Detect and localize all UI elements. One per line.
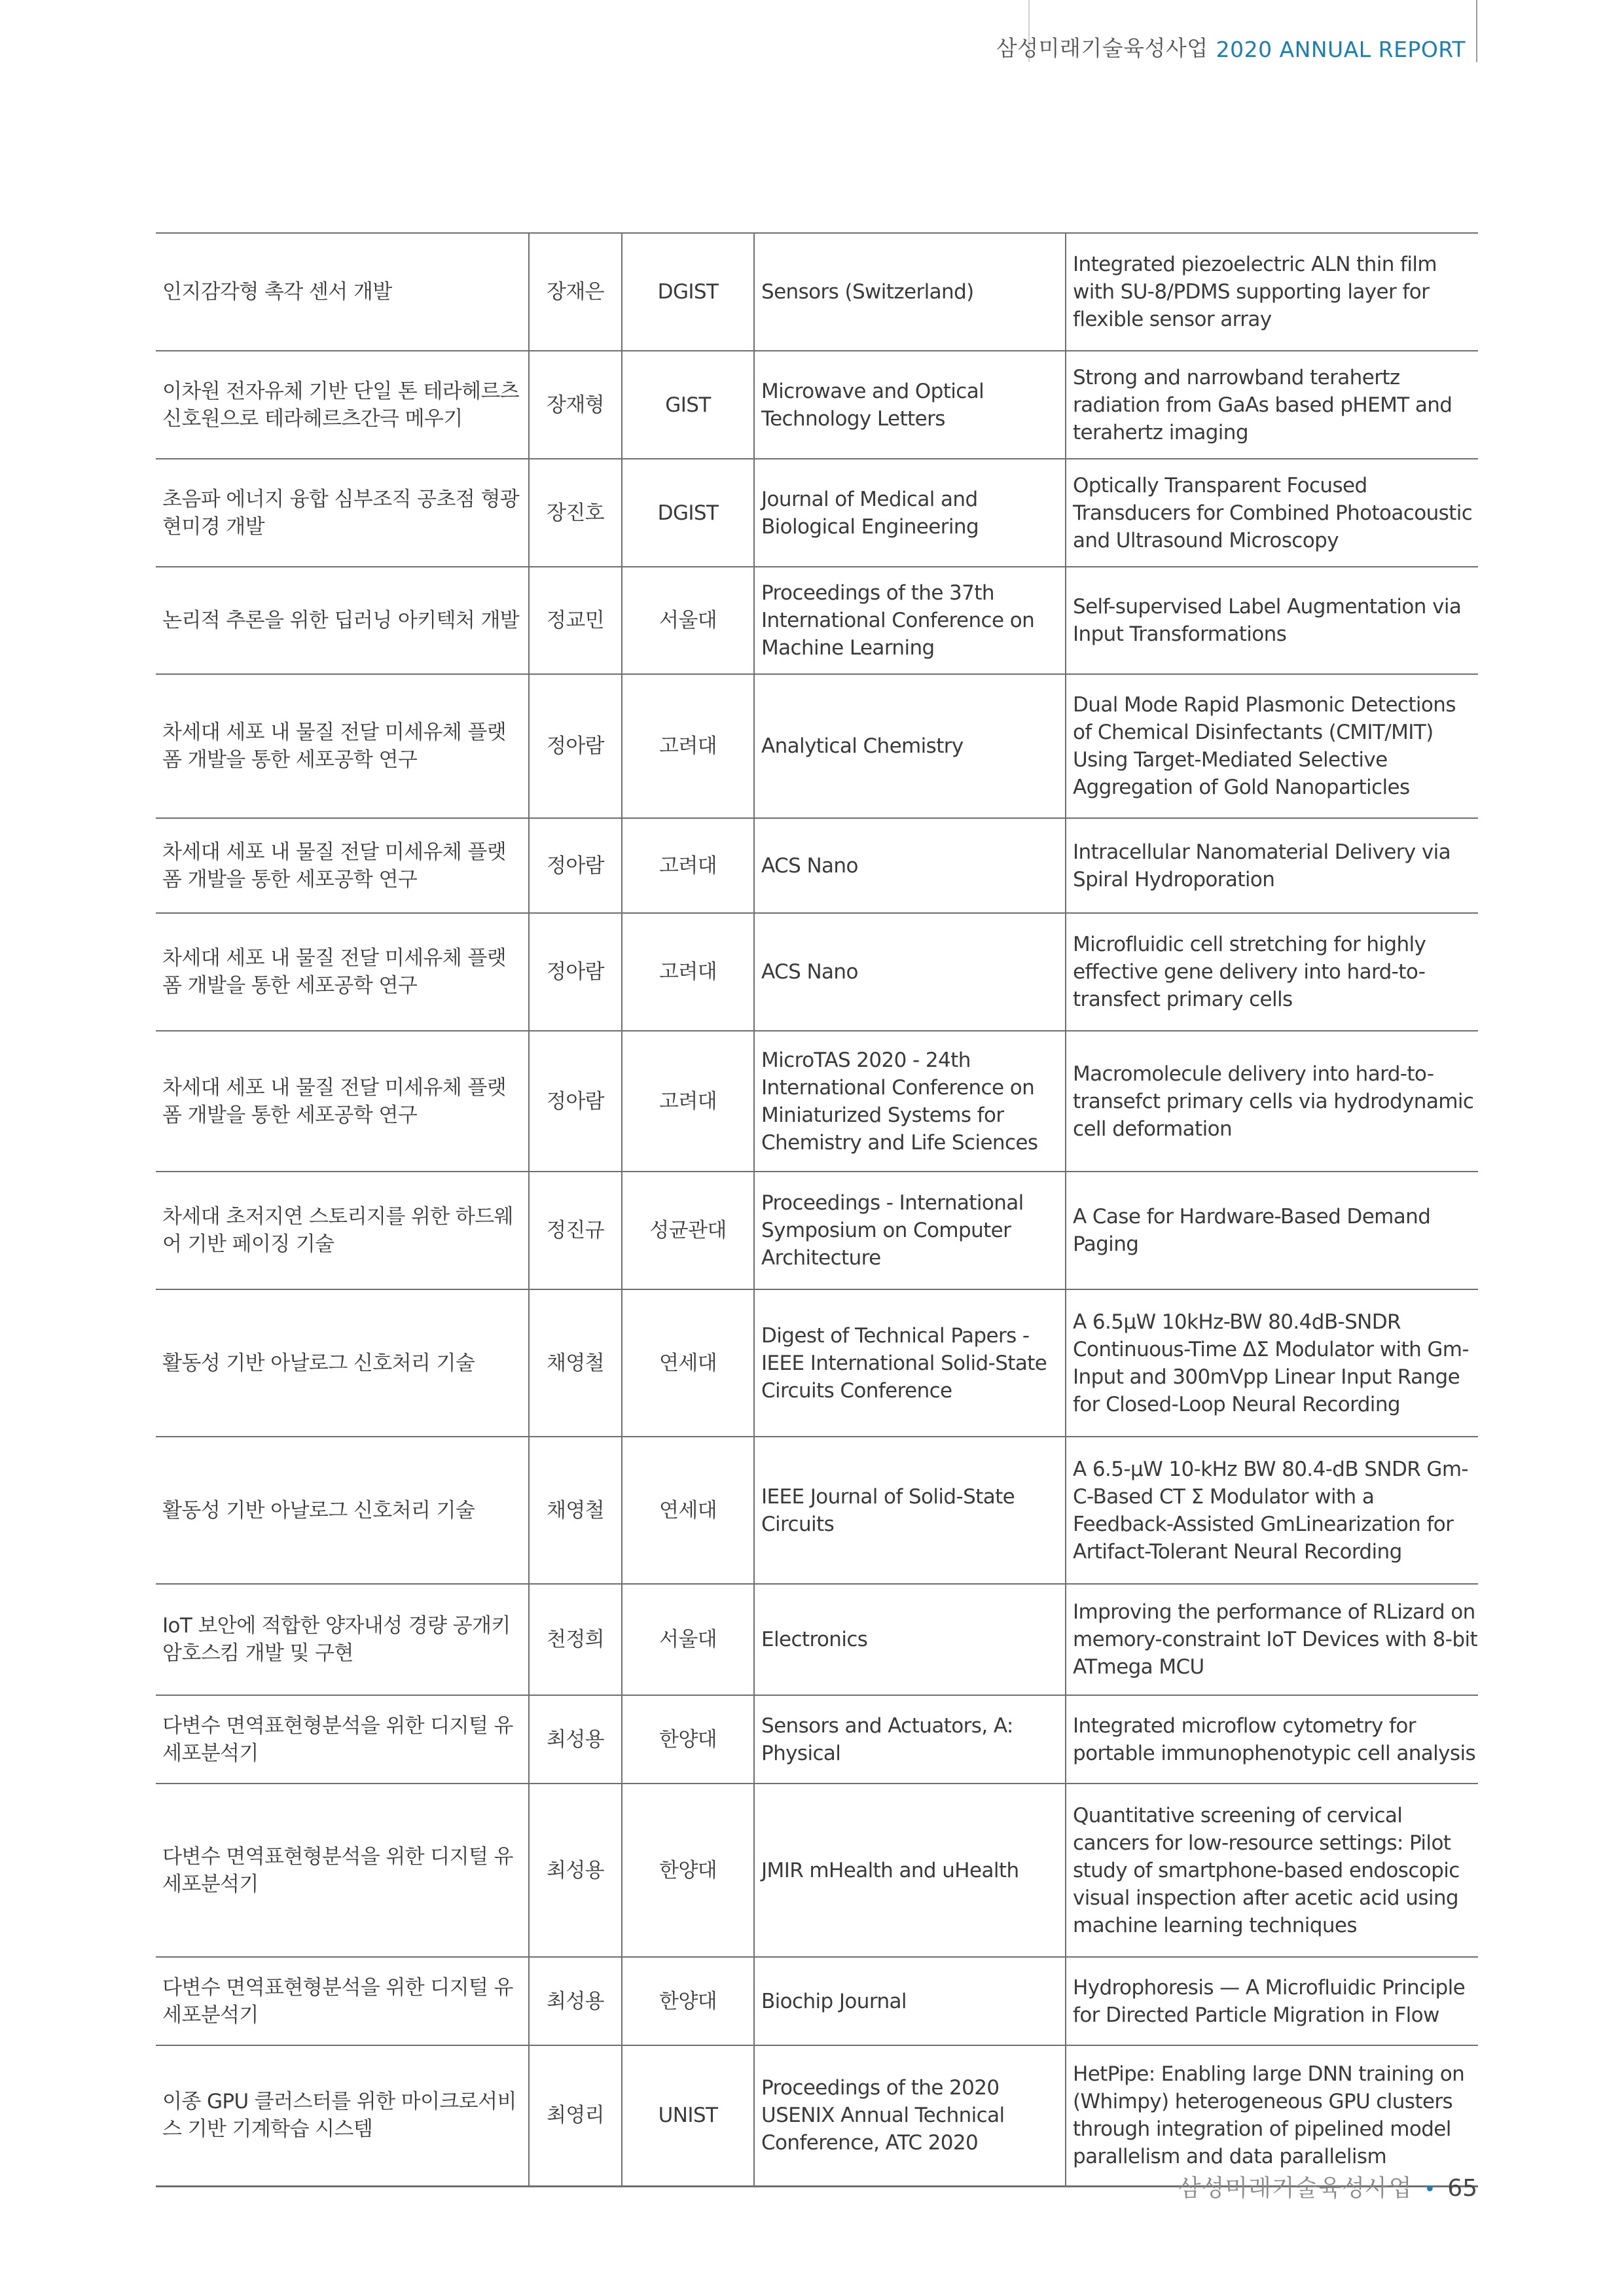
cell-institution: 고려대 (622, 818, 754, 913)
cell-paper-title: Intracellular Nanomaterial Delivery via Spiral Hydroporation (1066, 818, 1478, 913)
footer-program-name: 삼성미래기술육성사업 (1178, 2175, 1413, 2202)
cell-paper-title: Strong and narrowband terahertz radiation from GaAs based pHEMT and terahertz imaging (1066, 351, 1478, 459)
cell-journal: Proceedings of the 37th International Conference on Machine Learning (754, 567, 1066, 674)
page-number: 65 (1447, 2175, 1477, 2202)
cell-paper-title: Improving the performance of RLizard on memory-constraint IoT Devices with 8-bit ATmega MCU (1066, 1584, 1478, 1695)
cell-project: 차세대 세포 내 물질 전달 미세유체 플랫폼 개발을 통한 세포공학 연구 (162, 840, 507, 891)
cell-journal: Biochip Journal (754, 1957, 1066, 2045)
table-row (156, 1584, 1478, 1695)
table-row (156, 913, 1478, 1031)
cell-researcher: 장재은 (529, 233, 622, 351)
cell-institution: 한양대 (622, 1957, 754, 2045)
cell-researcher: 채영철 (529, 1437, 622, 1584)
cell-project: 이종 GPU 클러스터를 위한 마이크로서비스 기반 기계학습 시스템 (162, 2090, 516, 2142)
publications-table (156, 232, 1478, 2187)
cell-project: 다변수 면역표현형분석을 위한 디지털 유세포분석기 (162, 1975, 513, 2027)
cell-paper-title: Quantitative screening of cervical cancers for low-resource settings: Pilot study of smartphone-based endoscopic visual inspection after acetic acid using machine learning techniques (1066, 1784, 1478, 1957)
cell-journal: Digest of Technical Papers - IEEE International Solid-State Circuits Conference (754, 1289, 1066, 1437)
cell-project: 차세대 세포 내 물질 전달 미세유체 플랫폼 개발을 통한 세포공학 연구 (162, 946, 507, 997)
cell-project: 다변수 면역표현형분석을 위한 디지털 유세포분석기 (162, 1713, 513, 1765)
cell-researcher: 정교민 (529, 567, 622, 674)
cell-institution: UNIST (622, 2045, 754, 2186)
table-row (156, 1784, 1478, 1957)
cell-project: 인지감각형 촉각 센서 개발 (162, 280, 392, 304)
table-row (156, 1172, 1478, 1289)
cell-project: 이차원 전자유체 기반 단일 톤 테라헤르츠 신호원으로 테라헤르츠간극 메우기 (162, 379, 520, 431)
cell-institution: 고려대 (622, 674, 754, 818)
cell-institution: 연세대 (622, 1437, 754, 1584)
cell-journal: IEEE Journal of Solid-State Circuits (754, 1437, 1066, 1584)
table-row (156, 351, 1478, 459)
cell-institution: 고려대 (622, 913, 754, 1031)
publications-table-body (156, 233, 1478, 2186)
cell-institution: DGIST (622, 459, 754, 567)
cell-journal: Journal of Medical and Biological Engineering (754, 459, 1066, 567)
cell-paper-title: Hydrophoresis — A Microfluidic Principle for Directed Particle Migration in Flow (1066, 1957, 1478, 2045)
cell-project: 초음파 에너지 융합 심부조직 공초점 형광 현미경 개발 (162, 487, 520, 539)
cell-paper-title: Dual Mode Rapid Plasmonic Detections of Chemical Disinfectants (CMIT/MIT) Using Target-Mediated Selective Aggregation of Gold Nanoparticles (1066, 674, 1478, 818)
cell-researcher: 정아람 (529, 818, 622, 913)
table-row (156, 2045, 1478, 2186)
cell-paper-title: Integrated microflow cytometry for portable immunophenotypic cell analysis (1066, 1695, 1478, 1784)
cell-paper-title: Microfluidic cell stretching for highly effective gene delivery into hard-to-transfect primary cells (1066, 913, 1478, 1031)
cell-institution: 한양대 (622, 1784, 754, 1957)
page-footer (1178, 2170, 1477, 2203)
table-row (156, 1031, 1478, 1172)
cell-journal: Analytical Chemistry (754, 674, 1066, 818)
cell-project: 논리적 추론을 위한 딥러닝 아키텍처 개발 (162, 609, 520, 632)
table-row (156, 1437, 1478, 1584)
cell-paper-title: Integrated piezoelectric ALN thin film with SU-8/PDMS supporting layer for flexible sensor array (1066, 233, 1478, 351)
cell-journal: JMIR mHealth and uHealth (754, 1784, 1066, 1957)
cell-paper-title: Self-supervised Label Augmentation via Input Transformations (1066, 567, 1478, 674)
cell-paper-title: Optically Transparent Focused Transducers for Combined Photoacoustic and Ultrasound Microscopy (1066, 459, 1478, 567)
header-report-title: 2020 ANNUAL REPORT (1216, 37, 1466, 62)
cell-journal: Sensors and Actuators, A: Physical (754, 1695, 1066, 1784)
cell-researcher: 정아람 (529, 674, 622, 818)
cell-paper-title: A 6.5μW 10kHz-BW 80.4dB-SNDR Continuous-Time ΔΣ Modulator with Gm-Input and 300mVpp Linear Input Range for Closed-Loop Neural Recording (1066, 1289, 1478, 1437)
cell-researcher: 장진호 (529, 459, 622, 567)
cell-institution: GIST (622, 351, 754, 459)
cell-researcher: 최성용 (529, 1695, 622, 1784)
cell-journal: Electronics (754, 1584, 1066, 1695)
cell-project: 다변수 면역표현형분석을 위한 디지털 유세포분석기 (162, 1844, 513, 1896)
cell-researcher: 채영철 (529, 1289, 622, 1437)
cell-journal: Sensors (Switzerland) (754, 233, 1066, 351)
cell-researcher: 최영리 (529, 2045, 622, 2186)
cell-journal: ACS Nano (754, 818, 1066, 913)
cell-institution: 연세대 (622, 1289, 754, 1437)
table-row (156, 567, 1478, 674)
page-header (970, 0, 1477, 62)
cell-journal: ACS Nano (754, 913, 1066, 1031)
table-row (156, 233, 1478, 351)
cell-institution: 서울대 (622, 1584, 754, 1695)
cell-institution: 한양대 (622, 1695, 754, 1784)
table-row (156, 818, 1478, 913)
table-row (156, 1957, 1478, 2045)
table-row (156, 459, 1478, 567)
footer-bullet: • (1424, 2178, 1436, 2201)
table-row (156, 674, 1478, 818)
cell-institution: 고려대 (622, 1031, 754, 1172)
header-program-name: 삼성미래기술육성사업 (996, 35, 1208, 61)
cell-journal: Proceedings - International Symposium on Computer Architecture (754, 1172, 1066, 1289)
cell-paper-title: HetPipe: Enabling large DNN training on (Whimpy) heterogeneous GPU clusters through integration of pipelined model parallelism and data parallelism (1066, 2045, 1478, 2186)
cell-researcher: 천정희 (529, 1584, 622, 1695)
cell-paper-title: Macromolecule delivery into hard-to-transefct primary cells via hydrodynamic cell deformation (1066, 1031, 1478, 1172)
cell-project: 차세대 세포 내 물질 전달 미세유체 플랫폼 개발을 통한 세포공학 연구 (162, 721, 507, 772)
cell-researcher: 정진규 (529, 1172, 622, 1289)
cell-journal: Proceedings of the 2020 USENIX Annual Technical Conference, ATC 2020 (754, 2045, 1066, 2186)
cell-project: 활동성 기반 아날로그 신호처리 기술 (162, 1498, 475, 1522)
cell-institution: 성균관대 (622, 1172, 754, 1289)
cell-project: 차세대 초저지연 스토리지를 위한 하드웨어 기반 페이징 기술 (162, 1205, 513, 1256)
cell-researcher: 최성용 (529, 1784, 622, 1957)
cell-institution: 서울대 (622, 567, 754, 674)
cell-researcher: 장재형 (529, 351, 622, 459)
table-row (156, 1695, 1478, 1784)
cell-paper-title: A 6.5-μW 10-kHz BW 80.4-dB SNDR Gm-C-Based CT Σ Modulator with a Feedback-Assisted GmLinearization for Artifact-Tolerant Neural Recording (1066, 1437, 1478, 1584)
cell-journal: MicroTAS 2020 - 24th International Conference on Miniaturized Systems for Chemistry and Life Sciences (754, 1031, 1066, 1172)
cell-researcher: 정아람 (529, 1031, 622, 1172)
cell-project: 활동성 기반 아날로그 신호처리 기술 (162, 1351, 475, 1375)
cell-researcher: 최성용 (529, 1957, 622, 2045)
cell-researcher: 정아람 (529, 913, 622, 1031)
cell-paper-title: A Case for Hardware-Based Demand Paging (1066, 1172, 1478, 1289)
cell-institution: DGIST (622, 233, 754, 351)
table-row (156, 1289, 1478, 1437)
cell-project: IoT 보안에 적합한 양자내성 경량 공개키 암호스킴 개발 및 구현 (162, 1614, 511, 1665)
cell-journal: Microwave and Optical Technology Letters (754, 351, 1066, 459)
cell-project: 차세대 세포 내 물질 전달 미세유체 플랫폼 개발을 통한 세포공학 연구 (162, 1075, 507, 1127)
